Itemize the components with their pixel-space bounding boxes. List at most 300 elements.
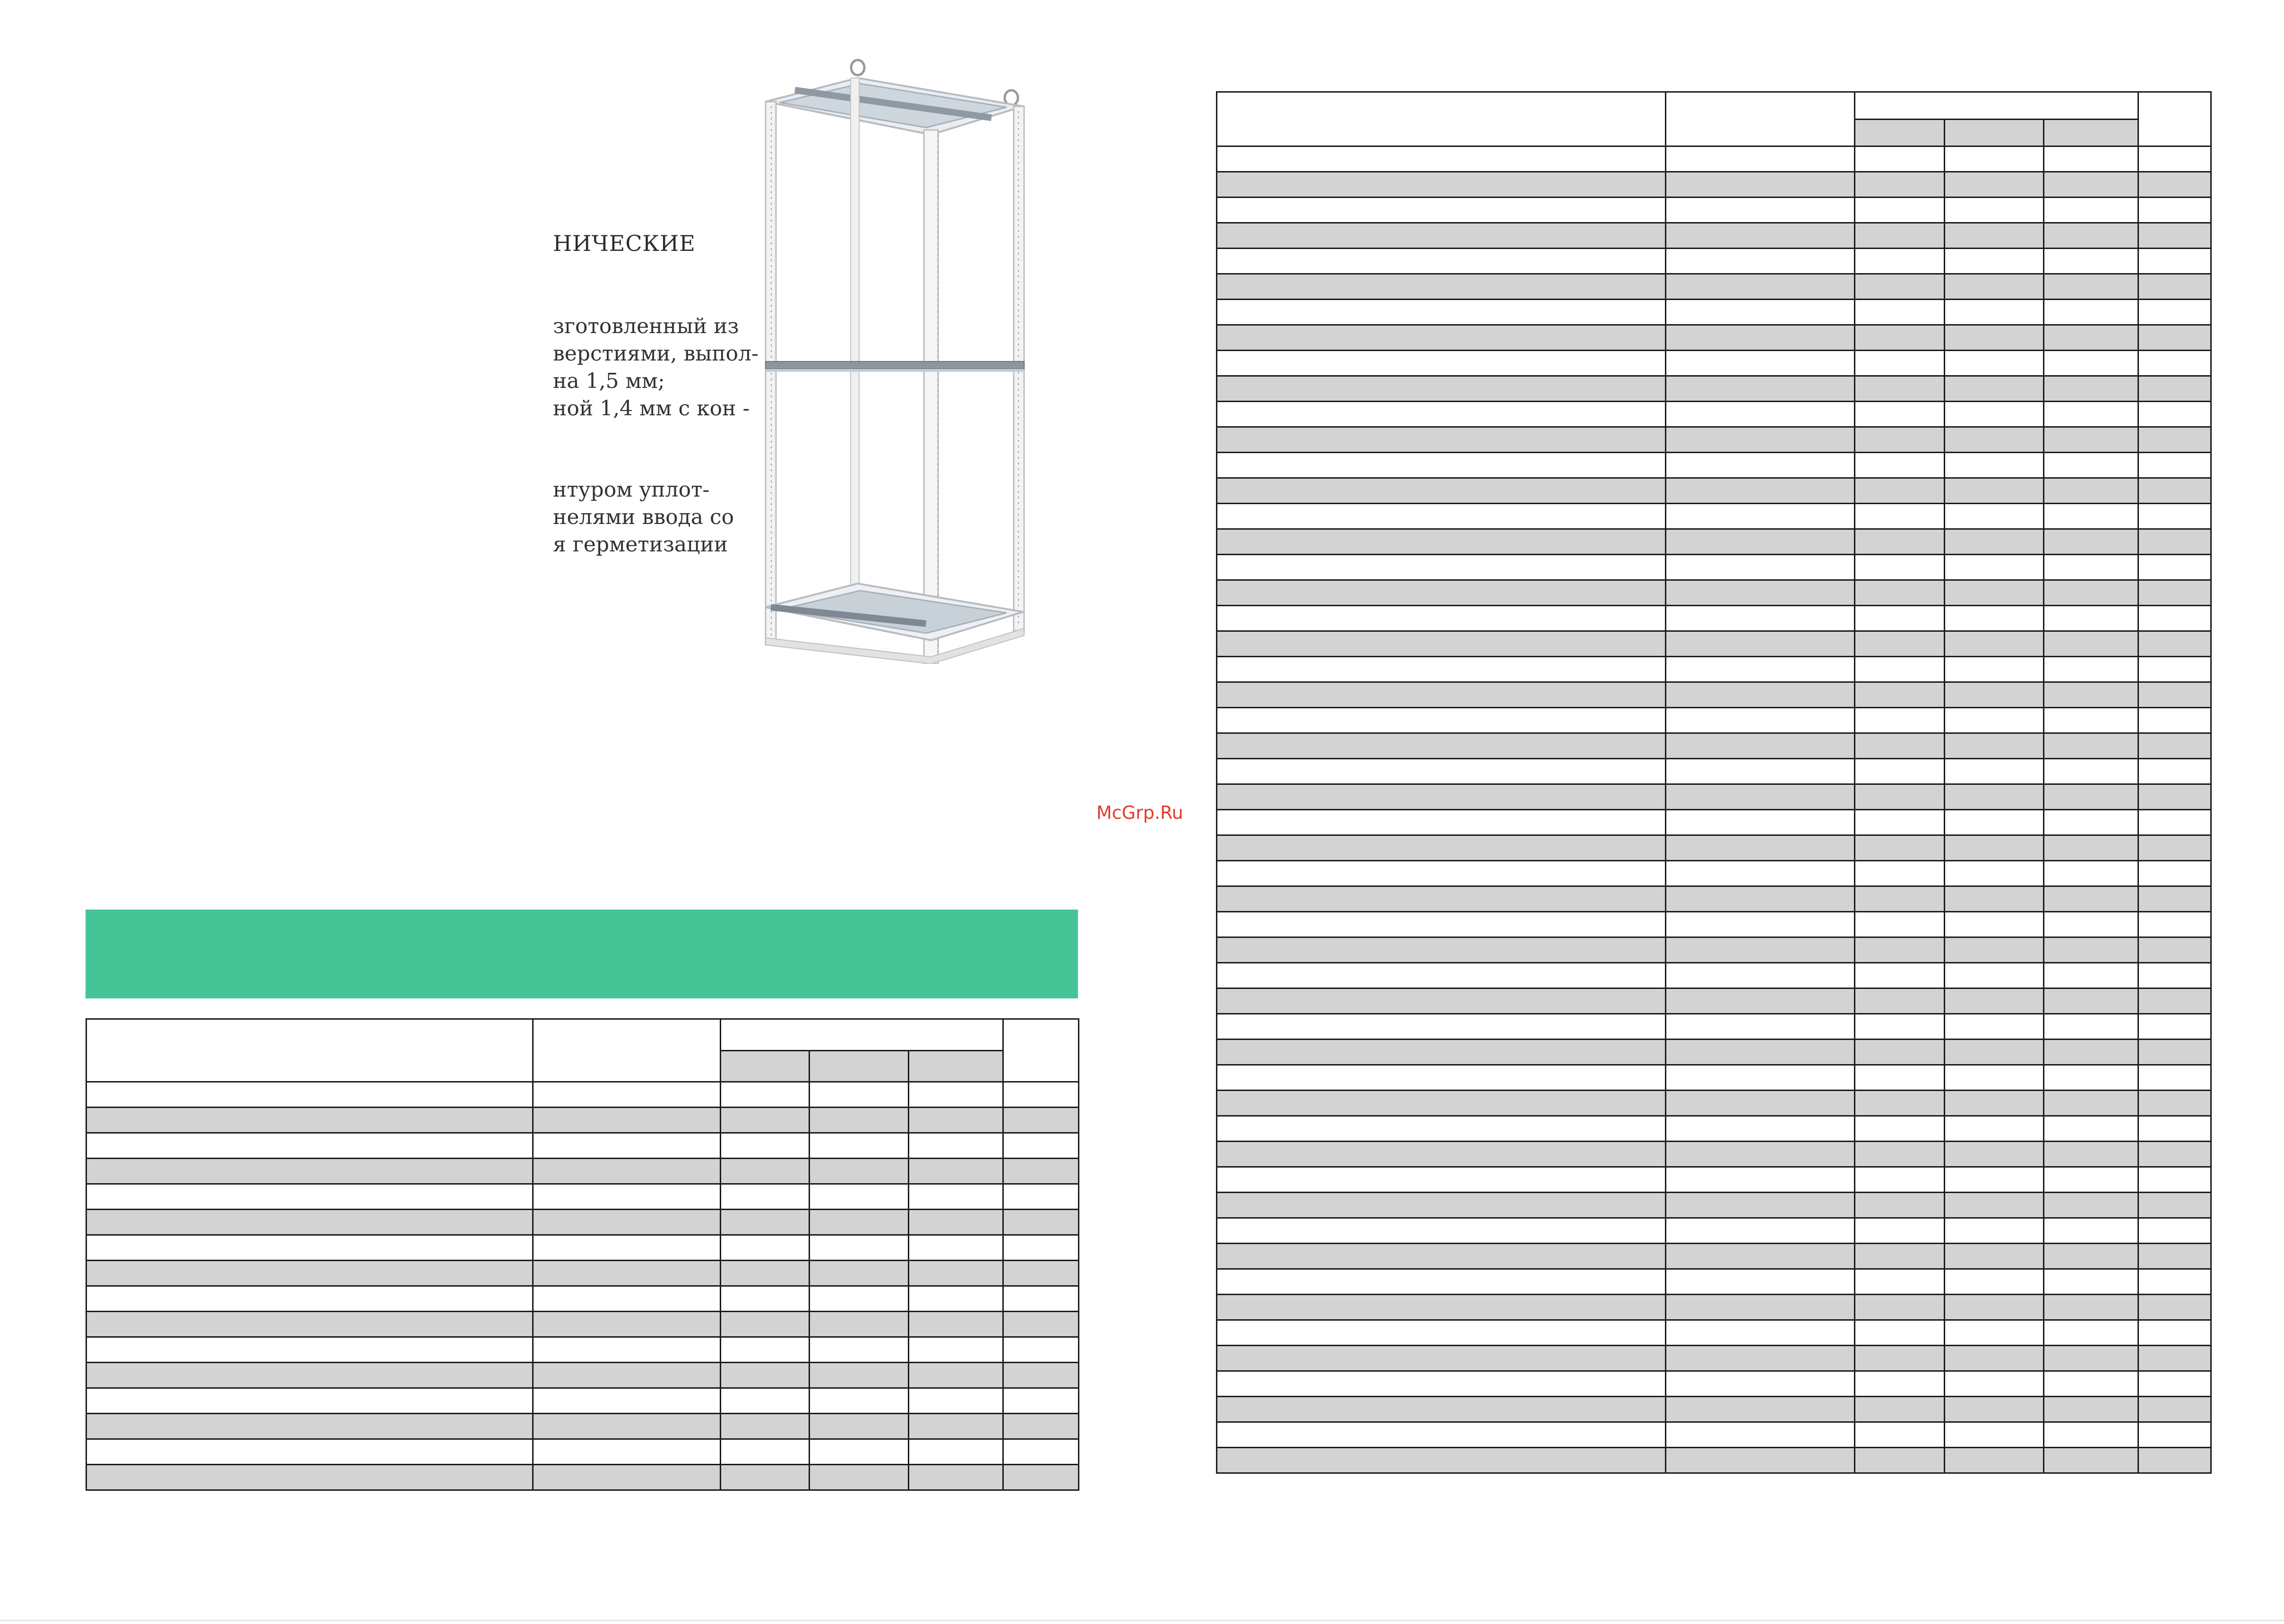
table-cell [1945, 1397, 2044, 1422]
header-cell [86, 1019, 533, 1082]
table-cell [1855, 1422, 1945, 1448]
table-cell [533, 1465, 721, 1490]
table-row [1217, 861, 2211, 886]
table-cell [2044, 1167, 2138, 1193]
table-cell [1217, 1295, 1666, 1320]
table-cell [721, 1235, 810, 1261]
table-cell [2138, 580, 2211, 606]
table-cell [1003, 1388, 1079, 1414]
table-cell [1666, 351, 1855, 376]
table-row [1217, 427, 2211, 453]
table-cell [2044, 274, 2138, 300]
table-cell [810, 1414, 909, 1439]
table-row [1217, 886, 2211, 912]
table-cell [1945, 325, 2044, 351]
table-cell [1666, 1193, 1855, 1218]
table-cell [2138, 759, 2211, 784]
table-cell [1855, 1116, 1945, 1142]
table-cell [1945, 1014, 2044, 1040]
table-cell [86, 1210, 533, 1235]
table-row [1217, 912, 2211, 937]
table-cell [2044, 555, 2138, 580]
table-cell [1217, 1218, 1666, 1244]
table-cell [1217, 274, 1666, 300]
table-cell [1945, 1244, 2044, 1269]
table-cell [1217, 733, 1666, 759]
table-cell [2044, 1116, 2138, 1142]
table-cell [1855, 1269, 1945, 1295]
table-row [1217, 631, 2211, 657]
table-row [1217, 300, 2211, 325]
table-cell [2138, 504, 2211, 529]
table-cell [1855, 1142, 1945, 1167]
table-cell [1217, 708, 1666, 733]
table-cell [1945, 682, 2044, 708]
table-cell [1855, 580, 1945, 606]
table-cell [1217, 682, 1666, 708]
table-cell [1855, 172, 1945, 198]
table-cell [1855, 708, 1945, 733]
table-cell [1855, 1346, 1945, 1371]
table-cell [909, 1363, 1003, 1388]
table-cell [2138, 1065, 2211, 1091]
table-cell [1003, 1439, 1079, 1465]
table-cell [2044, 810, 2138, 835]
table-cell [1666, 810, 1855, 835]
header-cell [1003, 1019, 1079, 1082]
header-group-cell [721, 1019, 1003, 1051]
table-cell [1217, 1142, 1666, 1167]
paragraph-line: я герметизации [553, 533, 728, 557]
table-cell [1217, 988, 1666, 1014]
table-cell [1217, 1167, 1666, 1193]
table-cell [1217, 657, 1666, 682]
table-cell [721, 1184, 810, 1210]
table-cell [1666, 172, 1855, 198]
table-row [1217, 555, 2211, 580]
table-cell [1666, 1065, 1855, 1091]
table-row [86, 1312, 1079, 1337]
table-cell [2138, 555, 2211, 580]
table-cell [1945, 453, 2044, 478]
table-cell [1945, 657, 2044, 682]
table-cell [1666, 682, 1855, 708]
table-cell [2138, 988, 2211, 1014]
table-cell [1945, 1167, 2044, 1193]
paragraph-line: на 1,5 мм; [553, 369, 665, 393]
table-row [1217, 784, 2211, 810]
table-cell [1217, 1244, 1666, 1269]
header-cell [2138, 92, 2211, 146]
table-cell [2138, 146, 2211, 172]
table-cell [1666, 912, 1855, 937]
table-cell [1666, 733, 1855, 759]
table-cell [721, 1286, 810, 1312]
table-cell [1945, 300, 2044, 325]
spec-table-right [1216, 91, 2212, 1474]
table-row [1217, 708, 2211, 733]
subheader-cell [1855, 119, 1945, 146]
table-cell [2138, 1320, 2211, 1346]
table-cell [1217, 172, 1666, 198]
table-cell [533, 1439, 721, 1465]
table-cell [1855, 886, 1945, 912]
table-cell [1855, 1218, 1945, 1244]
table-cell [533, 1235, 721, 1261]
table-cell [1217, 1116, 1666, 1142]
table-cell [1666, 402, 1855, 427]
table-cell [1217, 631, 1666, 657]
table-cell [1945, 810, 2044, 835]
table-cell [909, 1337, 1003, 1363]
header-cell [1217, 92, 1666, 146]
table-cell [2138, 810, 2211, 835]
table-cell [909, 1286, 1003, 1312]
table-cell [1666, 1040, 1855, 1065]
table-cell [2138, 249, 2211, 274]
table-cell [1666, 708, 1855, 733]
table-cell [533, 1414, 721, 1439]
table-cell [810, 1210, 909, 1235]
table-row [1217, 606, 2211, 631]
table-cell [909, 1210, 1003, 1235]
table-cell [1855, 835, 1945, 861]
table-cell [2138, 1397, 2211, 1422]
table-row [1217, 988, 2211, 1014]
table-cell [721, 1133, 810, 1159]
table-cell [1945, 198, 2044, 223]
table-cell [2044, 453, 2138, 478]
table-cell [1217, 759, 1666, 784]
table-cell [810, 1108, 909, 1133]
table-cell [2138, 1091, 2211, 1116]
table-cell [1855, 1193, 1945, 1218]
table-cell [1855, 631, 1945, 657]
table-cell [86, 1184, 533, 1210]
description-paragraph-1 [553, 313, 758, 422]
table-cell [1666, 963, 1855, 988]
table-cell [2138, 1371, 2211, 1397]
table-row [1217, 1014, 2211, 1040]
table-cell [2044, 861, 2138, 886]
table-cell [1855, 1065, 1945, 1091]
table-cell [1666, 988, 1855, 1014]
table-cell [1666, 1295, 1855, 1320]
table-cell [1003, 1286, 1079, 1312]
table-cell [2044, 478, 2138, 504]
table-row [86, 1210, 1079, 1235]
table-cell [1666, 1269, 1855, 1295]
table-cell [2044, 402, 2138, 427]
table-cell [1855, 1371, 1945, 1397]
table-cell [2044, 1218, 2138, 1244]
table-row [1217, 504, 2211, 529]
table-cell [1945, 580, 2044, 606]
table-cell [2044, 912, 2138, 937]
table-cell [533, 1312, 721, 1337]
table-cell [1855, 376, 1945, 402]
table-cell [1945, 1320, 2044, 1346]
table-cell [810, 1133, 909, 1159]
table-cell [2044, 1014, 2138, 1040]
table-cell [1217, 1065, 1666, 1091]
table-row [1217, 1167, 2211, 1193]
table-cell [1217, 1346, 1666, 1371]
table-cell [1666, 1218, 1855, 1244]
table-cell [2044, 657, 2138, 682]
table-cell [1855, 427, 1945, 453]
table-cell [1666, 1422, 1855, 1448]
table-row [1217, 274, 2211, 300]
table-cell [2044, 937, 2138, 963]
table-cell [533, 1337, 721, 1363]
table-cell [1945, 1142, 2044, 1167]
table-cell [1666, 453, 1855, 478]
table-row [1217, 478, 2211, 504]
table-cell [1217, 1371, 1666, 1397]
table-cell [86, 1286, 533, 1312]
table-cell [1217, 351, 1666, 376]
table-cell [2044, 1346, 2138, 1371]
table-cell [810, 1388, 909, 1414]
table-cell [1945, 172, 2044, 198]
table-row [1217, 198, 2211, 223]
table-cell [909, 1133, 1003, 1159]
watermark: McGrp.Ru [1096, 802, 1183, 823]
table-cell [810, 1184, 909, 1210]
table-cell [1217, 325, 1666, 351]
table-row [86, 1337, 1079, 1363]
table-cell [909, 1082, 1003, 1108]
table-row [86, 1235, 1079, 1261]
table-row [1217, 963, 2211, 988]
table-row [86, 1465, 1079, 1490]
table-cell [1945, 1448, 2044, 1473]
table-cell [1666, 1116, 1855, 1142]
table-cell [1945, 784, 2044, 810]
table-cell [1945, 733, 2044, 759]
table-cell [2044, 1065, 2138, 1091]
table-cell [1217, 1448, 1666, 1473]
table-cell [86, 1133, 533, 1159]
table-row [1217, 249, 2211, 274]
table-cell [1003, 1337, 1079, 1363]
table-cell [533, 1184, 721, 1210]
table-cell [1666, 606, 1855, 631]
paragraph-line: ной 1,4 мм с кон - [553, 396, 750, 421]
table-cell [1003, 1261, 1079, 1286]
table-cell [1217, 1193, 1666, 1218]
table-cell [2044, 784, 2138, 810]
table-cell [2044, 1295, 2138, 1320]
paragraph-line: зготовленный из [553, 314, 739, 338]
table-cell [2044, 300, 2138, 325]
table-row [86, 1159, 1079, 1184]
paragraph-line: верстиями, выпол- [553, 342, 758, 366]
table-cell [1945, 988, 2044, 1014]
page-bottom-rule [0, 1620, 2284, 1621]
table-cell [1217, 937, 1666, 963]
table-cell [1945, 376, 2044, 402]
table-row [1217, 810, 2211, 835]
table-cell [1217, 963, 1666, 988]
table-cell [721, 1108, 810, 1133]
table-cell [86, 1414, 533, 1439]
table-cell [2044, 759, 2138, 784]
table-cell [1666, 631, 1855, 657]
table-cell [1855, 937, 1945, 963]
table-cell [2138, 427, 2211, 453]
table-cell [1217, 580, 1666, 606]
subheader-cell [2044, 119, 2138, 146]
table-cell [1217, 478, 1666, 504]
table-cell [1945, 1193, 2044, 1218]
table-cell [810, 1286, 909, 1312]
table-cell [1666, 1091, 1855, 1116]
table-cell [2044, 1040, 2138, 1065]
table-cell [1666, 784, 1855, 810]
table-cell [1945, 937, 2044, 963]
table-cell [1666, 657, 1855, 682]
table-cell [1945, 912, 2044, 937]
table-cell [1666, 886, 1855, 912]
table-row [86, 1108, 1079, 1133]
table-cell [2138, 1193, 2211, 1218]
table-cell [2044, 325, 2138, 351]
table-cell [2044, 1244, 2138, 1269]
table-row [1217, 351, 2211, 376]
table-cell [1217, 300, 1666, 325]
table-cell [2044, 963, 2138, 988]
table-cell [1855, 453, 1945, 478]
table-cell [1217, 376, 1666, 402]
table-cell [721, 1261, 810, 1286]
table-cell [909, 1108, 1003, 1133]
table-cell [810, 1363, 909, 1388]
table-cell [2138, 300, 2211, 325]
table-cell [1945, 146, 2044, 172]
table-cell [1217, 1014, 1666, 1040]
table-row [1217, 1218, 2211, 1244]
table-cell [1003, 1363, 1079, 1388]
table-cell [86, 1337, 533, 1363]
table-cell [1003, 1133, 1079, 1159]
table-cell [721, 1159, 810, 1184]
table-cell [2138, 1014, 2211, 1040]
table-cell [810, 1337, 909, 1363]
table-cell [2044, 682, 2138, 708]
table-cell [2044, 249, 2138, 274]
table-row [1217, 146, 2211, 172]
table-cell [1217, 912, 1666, 937]
table-cell [1945, 886, 2044, 912]
table-cell [1666, 1142, 1855, 1167]
table-cell [1666, 1397, 1855, 1422]
table-cell [810, 1235, 909, 1261]
table-cell [2138, 1116, 2211, 1142]
table-cell [1945, 1065, 2044, 1091]
table-cell [1945, 1116, 2044, 1142]
table-row [86, 1363, 1079, 1388]
table-header-row [1217, 92, 2211, 120]
table-cell [1855, 529, 1945, 555]
table-cell [1003, 1312, 1079, 1337]
table-row [1217, 733, 2211, 759]
table-cell [86, 1235, 533, 1261]
table-cell [721, 1210, 810, 1235]
table-cell [2044, 1422, 2138, 1448]
table-cell [1945, 351, 2044, 376]
table-cell [1217, 198, 1666, 223]
table-cell [2138, 223, 2211, 249]
table-cell [2138, 835, 2211, 861]
table-cell [2044, 198, 2138, 223]
section-banner [86, 910, 1078, 998]
table-cell [1945, 1371, 2044, 1397]
table-cell [1855, 478, 1945, 504]
description-paragraph-2 [553, 476, 751, 559]
table-cell [1855, 249, 1945, 274]
table-cell [909, 1439, 1003, 1465]
table-cell [1945, 1269, 2044, 1295]
table-cell [1855, 912, 1945, 937]
table-cell [1945, 504, 2044, 529]
table-cell [1217, 504, 1666, 529]
table-cell [1217, 1091, 1666, 1116]
table-cell [1855, 198, 1945, 223]
table-cell [1855, 682, 1945, 708]
table-cell [2138, 478, 2211, 504]
table-cell [1945, 223, 2044, 249]
section-heading: НИЧЕСКИЕ [553, 231, 696, 256]
header-group-cell [1855, 92, 2138, 120]
table-cell [909, 1388, 1003, 1414]
table-cell [1003, 1414, 1079, 1439]
table-cell [86, 1082, 533, 1108]
table-cell [86, 1388, 533, 1414]
table-cell [1666, 1371, 1855, 1397]
table-cell [1217, 810, 1666, 835]
table-cell [1217, 223, 1666, 249]
table-row [1217, 1116, 2211, 1142]
paragraph-line: нелями ввода со [553, 505, 734, 529]
table-cell [2044, 1142, 2138, 1167]
table-row [1217, 402, 2211, 427]
table-cell [1855, 759, 1945, 784]
table-row [1217, 1065, 2211, 1091]
table-cell [1855, 963, 1945, 988]
table-row [1217, 1346, 2211, 1371]
table-cell [1217, 1422, 1666, 1448]
table-cell [2138, 1142, 2211, 1167]
table-cell [1855, 351, 1945, 376]
table-cell [1003, 1184, 1079, 1210]
table-cell [1855, 1448, 1945, 1473]
table-cell [86, 1465, 533, 1490]
table-cell [2138, 861, 2211, 886]
table-cell [1855, 223, 1945, 249]
table-cell [533, 1210, 721, 1235]
table-row [86, 1184, 1079, 1210]
table-cell [1666, 759, 1855, 784]
table-cell [533, 1388, 721, 1414]
table-cell [1217, 1397, 1666, 1422]
table-cell [810, 1261, 909, 1286]
table-cell [1945, 402, 2044, 427]
table-cell [1945, 708, 2044, 733]
table-cell [1666, 555, 1855, 580]
table-row [1217, 453, 2211, 478]
